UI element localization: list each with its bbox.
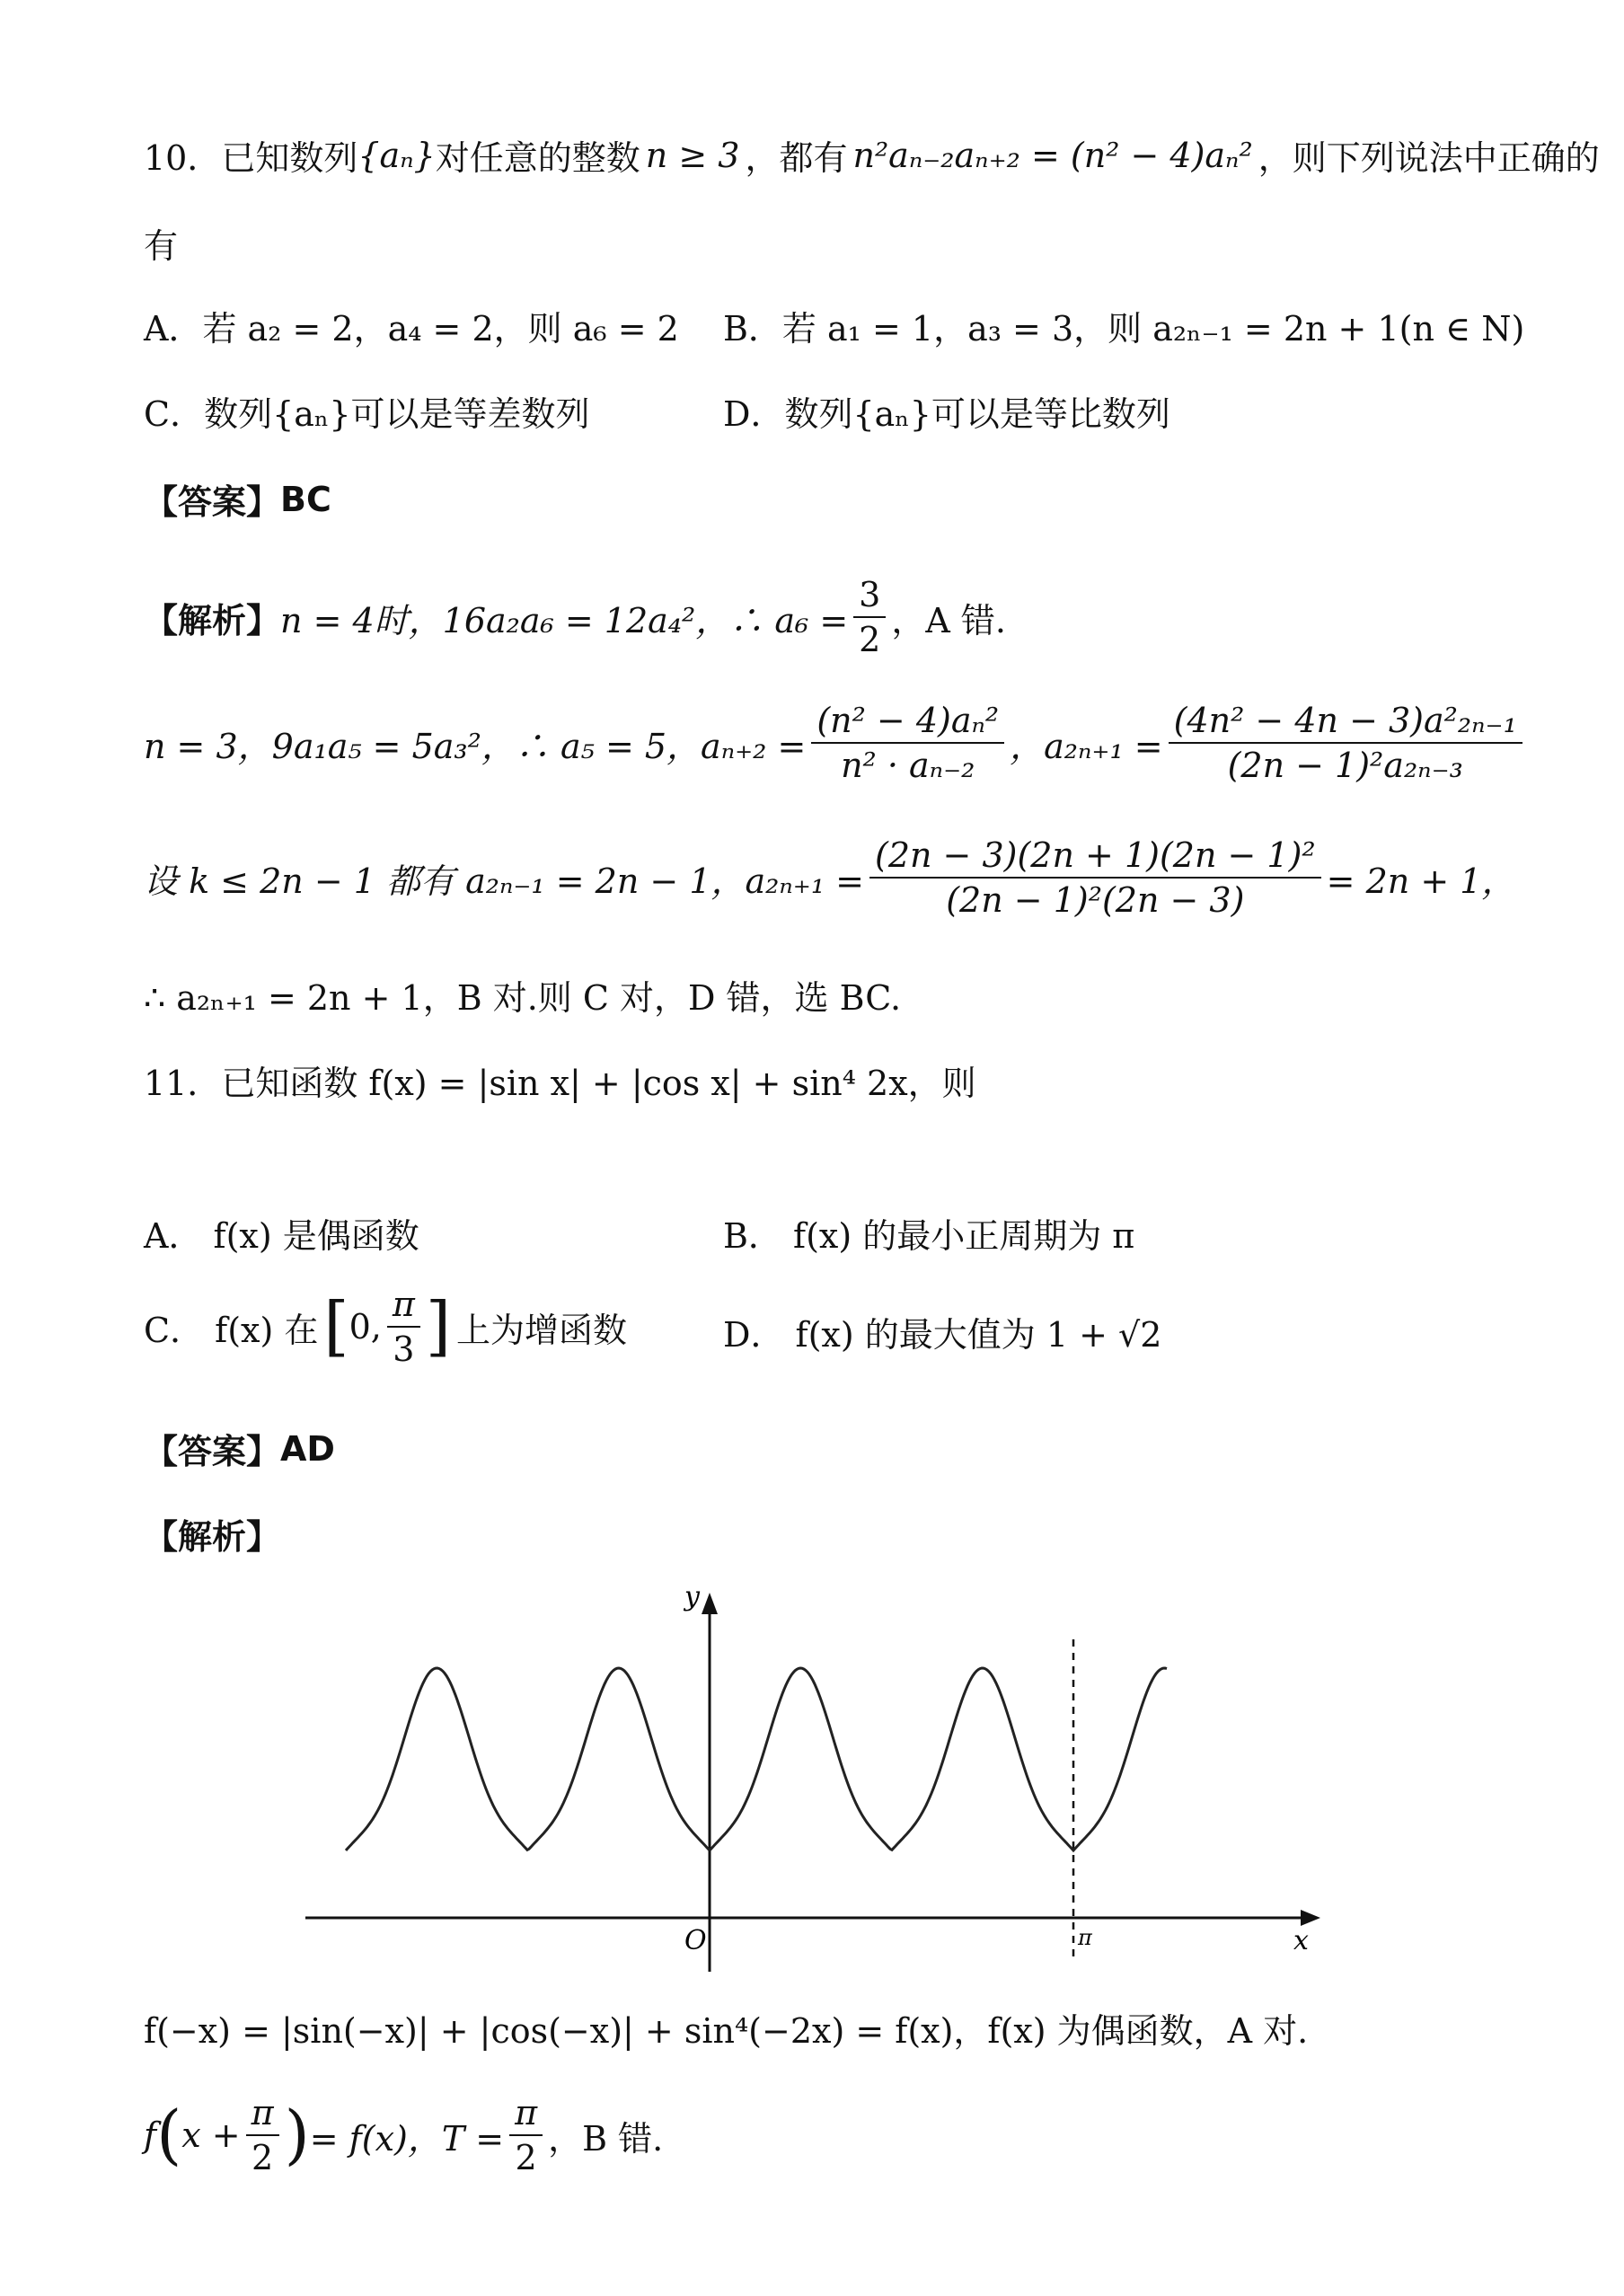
analysis-end: ，B 错.	[548, 2118, 664, 2159]
fraction-numerator: (n² − 4)aₙ²	[811, 701, 1004, 744]
option-c-suffix: 上为增函数	[455, 1310, 627, 1350]
fraction-denominator: (2n − 1)²a₂ₙ₋₃	[1227, 746, 1463, 785]
q11-analysis-line-2	[144, 2093, 663, 2177]
right-bracket: ]	[425, 1288, 451, 1364]
fraction-denominator: 2	[859, 620, 881, 659]
interval-start: 0,	[349, 1307, 382, 1347]
q11-option-a: A． f(x) 是偶函数	[144, 1216, 419, 1256]
q10-analysis-line-3	[144, 835, 1515, 920]
origin-label: O	[684, 1925, 707, 1956]
f-symbol: f	[144, 2115, 157, 2155]
fraction	[869, 835, 1321, 920]
fraction	[1169, 701, 1522, 785]
q11-stem: 11．已知函数 f(x) = |sin x| + |cos x| + sin⁴ 2x，则	[144, 1064, 976, 1103]
analysis-text: n = 3，9a₁a₅ = 5a₃²，∴ a₅ = 5，aₙ₊₂ =	[144, 726, 807, 766]
q11-option-c	[144, 1285, 627, 1369]
q10-seq: {aₙ}	[357, 135, 436, 175]
q10-stem-cont: 有	[144, 226, 179, 266]
answer-value: AD	[280, 1428, 335, 1469]
q10-analysis-line-2	[144, 701, 1528, 785]
q10-analysis-line-1	[144, 575, 1006, 659]
answer-tag: 【答案】	[144, 482, 281, 522]
fraction-denominator: (2n − 1)²(2n − 3)	[946, 880, 1245, 920]
q10-comma: ，都有	[745, 138, 848, 178]
q10-analysis-line-4: ∴ a₂ₙ₊₁ = 2n + 1，B 对.则 C 对，D 错，选 BC.	[144, 978, 902, 1018]
analysis-end: = 2n + 1，	[1326, 861, 1516, 901]
function-graph	[0, 1567, 1624, 1972]
fraction-numerator: π	[246, 2093, 279, 2136]
fraction	[811, 701, 1004, 785]
q10-option-a: A．若 a₂ = 2，a₄ = 2，则 a₆ = 2	[144, 309, 679, 349]
analysis-text: n = 4时，16a₂a₆ = 12a₄²，∴ a₆ =	[280, 600, 849, 640]
analysis-end: ，A 错.	[891, 600, 1006, 640]
answer-value: BC	[280, 479, 331, 519]
q10-cond: n ≥ 3	[645, 135, 740, 175]
q11-analysis-line-1: f(−x) = |sin(−x)| + |cos(−x)| + sin⁴(−2x) = f(x)，f(x) 为偶函数，A 对.	[144, 2011, 1309, 2051]
fraction-numerator: π	[387, 1285, 420, 1328]
fraction-numerator: 3	[853, 575, 886, 618]
fraction	[853, 575, 886, 659]
left-bracket: [	[323, 1288, 349, 1364]
q10-middle: 对任意的整数	[435, 138, 640, 178]
q10-suffix: ，则下列说法中正确的	[1258, 138, 1600, 178]
fraction	[246, 2093, 279, 2177]
left-paren: (	[156, 2097, 182, 2173]
x-axis-label: x	[1293, 1925, 1309, 1956]
fraction-denominator: n² · aₙ₋₂	[841, 746, 975, 785]
right-paren: )	[284, 2097, 310, 2173]
analysis-tag: 【解析】	[144, 600, 281, 640]
pi-label: π	[1078, 1925, 1092, 1950]
q10-option-d: D．数列{aₙ}可以是等比数列	[723, 394, 1170, 434]
analysis-mid: = f(x)，T =	[309, 2118, 505, 2159]
fraction-denominator: 2	[252, 2138, 274, 2177]
fraction-numerator: (4n² − 4n − 3)a²₂ₙ₋₁	[1169, 701, 1522, 744]
fraction	[387, 1285, 420, 1369]
q10-option-c: C．数列{aₙ}可以是等差数列	[144, 394, 590, 434]
y-axis-arrow	[702, 1593, 718, 1614]
analysis-mid: ，a₂ₙ₊₁ =	[1010, 726, 1163, 766]
q11-option-d: D． f(x) 的最大值为 1 + √2	[723, 1315, 1162, 1355]
analysis-tag: 【解析】	[144, 1517, 281, 1557]
fraction	[509, 2093, 543, 2177]
q10-relation: n²aₙ₋₂aₙ₊₂ = (n² − 4)aₙ²	[852, 135, 1253, 175]
function-curve	[346, 1668, 1167, 1850]
y-axis-label: y	[684, 1581, 700, 1612]
analysis-text: 设 k ≤ 2n − 1 都有 a₂ₙ₋₁ = 2n − 1，a₂ₙ₊₁ =	[144, 861, 864, 901]
q11-analysis-tag	[144, 1509, 280, 1559]
q11-option-b: B． f(x) 的最小正周期为 π	[723, 1216, 1135, 1256]
fraction-numerator: (2n − 3)(2n + 1)(2n − 1)²	[869, 835, 1321, 879]
q10-option-b: B．若 a₁ = 1，a₃ = 3，则 a₂ₙ₋₁ = 2n + 1(n ∈ N)	[723, 309, 1525, 349]
fraction-numerator: π	[509, 2093, 543, 2136]
q10-prefix: 10．已知数列	[144, 138, 358, 178]
x-axis-arrow	[1301, 1910, 1320, 1926]
answer-tag: 【答案】	[144, 1432, 281, 1471]
fraction-denominator: 2	[515, 2138, 537, 2177]
q10-stem	[144, 130, 1600, 180]
q10-answer	[144, 474, 331, 524]
option-c-prefix: C． f(x) 在	[144, 1310, 319, 1350]
inner-expr: x +	[181, 2115, 241, 2155]
fraction-denominator: 3	[393, 1329, 415, 1369]
q11-answer	[144, 1424, 335, 1473]
